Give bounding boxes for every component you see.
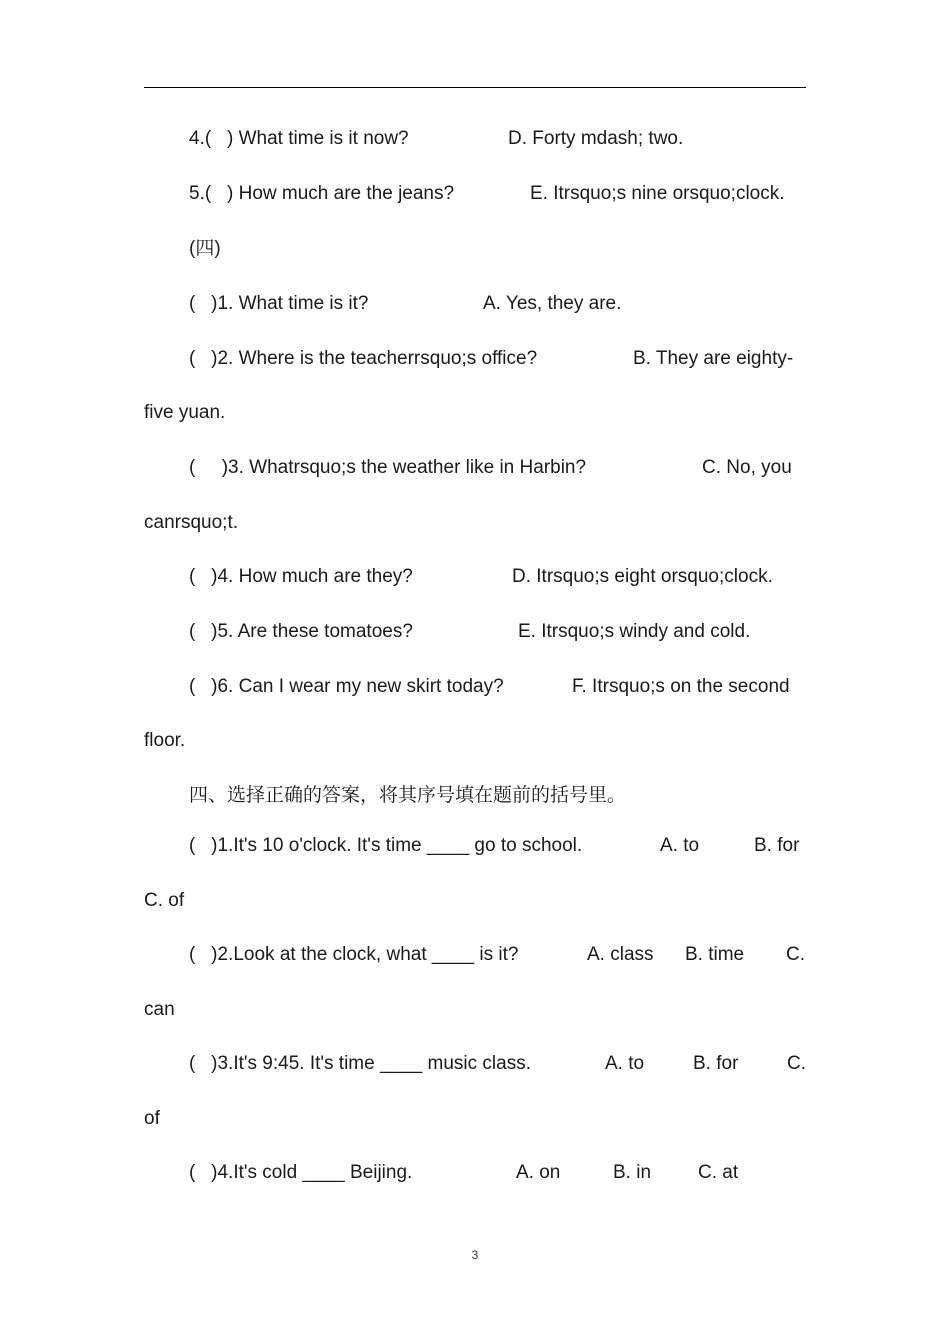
match-answer-f-cont: floor. bbox=[144, 730, 186, 751]
match-answer-f: F. Itrsquo;s on the second bbox=[572, 676, 790, 697]
mc-2-option-a: A. class bbox=[587, 944, 654, 965]
match-question-5b: ( )5. Are these tomatoes? bbox=[189, 621, 413, 642]
header-rule bbox=[144, 87, 806, 88]
match-question-6: ( )6. Can I wear my new skirt today? bbox=[189, 676, 504, 697]
mc-question-4: ( )4.It's cold ____ Beijing. bbox=[189, 1162, 413, 1183]
mc-1-option-b: B. for bbox=[754, 835, 800, 856]
mc-1-option-a: A. to bbox=[660, 835, 700, 856]
match-question-4: 4.( ) What time is it now? bbox=[189, 128, 409, 149]
part-4-instruction: 四、选择正确的答案，将其序号填在题前的括号里。 bbox=[189, 784, 627, 806]
match-answer-c: C. No, you bbox=[702, 457, 792, 478]
match-answer-b: B. They are eighty- bbox=[633, 348, 794, 369]
mc-question-2: ( )2.Look at the clock, what ____ is it? bbox=[189, 944, 519, 965]
mc-question-3: ( )3.It's 9:45. It's time ____ music class. bbox=[189, 1053, 531, 1074]
match-question-4b: ( )4. How much are they? bbox=[189, 566, 413, 587]
match-question-3: ( )3. Whatrsquo;s the weather like in Harbin? bbox=[189, 457, 587, 478]
section-heading-4: (四) bbox=[189, 238, 221, 259]
page-number: 3 bbox=[471, 1248, 479, 1262]
match-answer-d: D. Forty mdash; two. bbox=[508, 128, 684, 149]
match-answer-c-cont: canrsquo;t. bbox=[144, 512, 238, 533]
mc-4-option-c: C. at bbox=[698, 1162, 739, 1183]
match-answer-b-cont: five yuan. bbox=[144, 402, 226, 423]
mc-2-option-c-text: can bbox=[144, 999, 175, 1020]
match-question-1: ( )1. What time is it? bbox=[189, 293, 369, 314]
mc-3-option-c-label: C. bbox=[787, 1053, 806, 1074]
match-answer-e2: E. Itrsquo;s windy and cold. bbox=[518, 621, 751, 642]
mc-2-option-b: B. time bbox=[685, 944, 745, 965]
match-answer-e: E. Itrsquo;s nine orsquo;clock. bbox=[530, 183, 785, 204]
match-question-5: 5.( ) How much are the jeans? bbox=[189, 183, 455, 204]
mc-3-option-a: A. to bbox=[605, 1053, 645, 1074]
mc-3-option-b: B. for bbox=[693, 1053, 739, 1074]
mc-2-option-c-label: C. bbox=[786, 944, 805, 965]
match-answer-a: A. Yes, they are. bbox=[483, 293, 622, 314]
match-answer-d2: D. Itrsquo;s eight orsquo;clock. bbox=[512, 566, 773, 587]
mc-4-option-a: A. on bbox=[516, 1162, 561, 1183]
mc-question-1: ( )1.It's 10 o'clock. It's time ____ go to school. bbox=[189, 835, 583, 856]
mc-4-option-b: B. in bbox=[613, 1162, 652, 1183]
mc-1-option-c: C. of bbox=[144, 890, 185, 911]
match-question-2: ( )2. Where is the teacherrsquo;s office? bbox=[189, 348, 538, 369]
mc-3-option-c-text: of bbox=[144, 1108, 160, 1129]
